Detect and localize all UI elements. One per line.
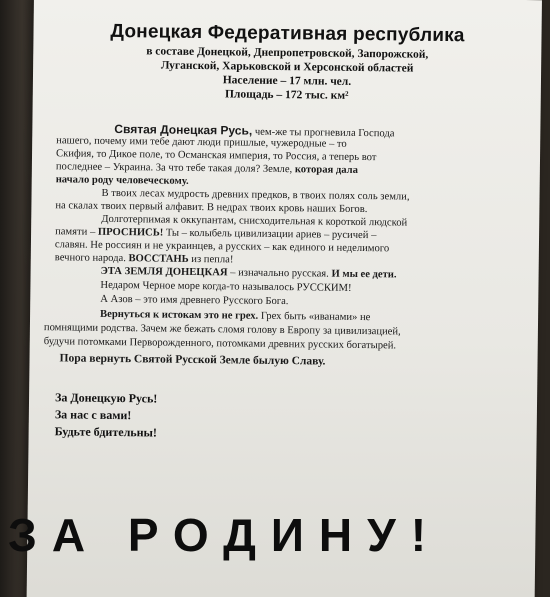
body-line: Святая Донецкая Русь, чем-же ты прогневила Господа: [114, 121, 395, 140]
body-line: последнее – Украина. За что тебе такая доля? Земле, которая дала: [55, 161, 358, 176]
banner-headline: ЗА РОДИНУ!: [8, 509, 442, 561]
header-line-regions-1: в составе Донецкой, Днепропетровской, Запорожской,: [146, 45, 429, 61]
body-line: Долготерпимая к оккупантам, снисходительная к короткой людской: [101, 213, 408, 229]
body-line: вечного народа. ВОССТАНЬ из пепла!: [54, 252, 234, 266]
body-line: Скифия, то Дикое поле, то Османская империя, то Россия, а теперь вот: [55, 148, 377, 164]
body-line: Вернуться к истокам это не грех. Грех быть «иванами» не: [100, 308, 371, 324]
body-line: начало роду человеческому.: [55, 174, 189, 187]
leaflet-title: Донецкая Федеративная республика: [110, 20, 465, 47]
body-line: ЭТА ЗЕМЛЯ ДОНЕЦКАЯ – изначально русская. И мы ее дети.: [100, 265, 397, 281]
slogan-donetsk-rus: За Донецкую Русь!: [54, 390, 158, 406]
header-line-area: Площадь – 172 тыс. км²: [224, 88, 349, 102]
body-line: будучи потомками Перворожденного, потомками древних русских богатырей.: [43, 336, 397, 352]
body-line: нашего, почему ими тебе дают люди пришлые, чужеродные – то: [56, 135, 347, 150]
slogan-be-vigilant: Будьте бдительны!: [54, 424, 158, 440]
header-line-regions-2: Луганской, Харьковской и Херсонской областей: [160, 59, 414, 75]
header-line-population: Население – 17 млн. чел.: [222, 74, 352, 88]
slogan-for-us: За нас с вами!: [54, 407, 132, 423]
body-line: на скалах твоих первый алфавит. В недрах твоих кровь наших Богов.: [55, 200, 368, 216]
body-line: Пора вернуть Святой Русской Земле былую Славу.: [59, 352, 326, 368]
body-line: А Азов – это имя древнего Русского Бога.: [100, 293, 289, 308]
body-line: славян. Не россиян и не украинцев, а русских – как единого и неделимого: [54, 239, 390, 255]
body-line: памяти – ПРОСНИСЬ! Ты – колыбель цивилизации ариев – русичей –: [55, 226, 377, 242]
body-line: В твоих лесах мудрость древних предков, в твоих полях соль земли,: [101, 187, 410, 203]
body-line: Недаром Черное море когда-то называлось РУССКИМ!: [100, 279, 352, 294]
body-line: помнящими родства. Зачем же бежать сломя голову в Европу за цивилизацией,: [43, 322, 401, 338]
